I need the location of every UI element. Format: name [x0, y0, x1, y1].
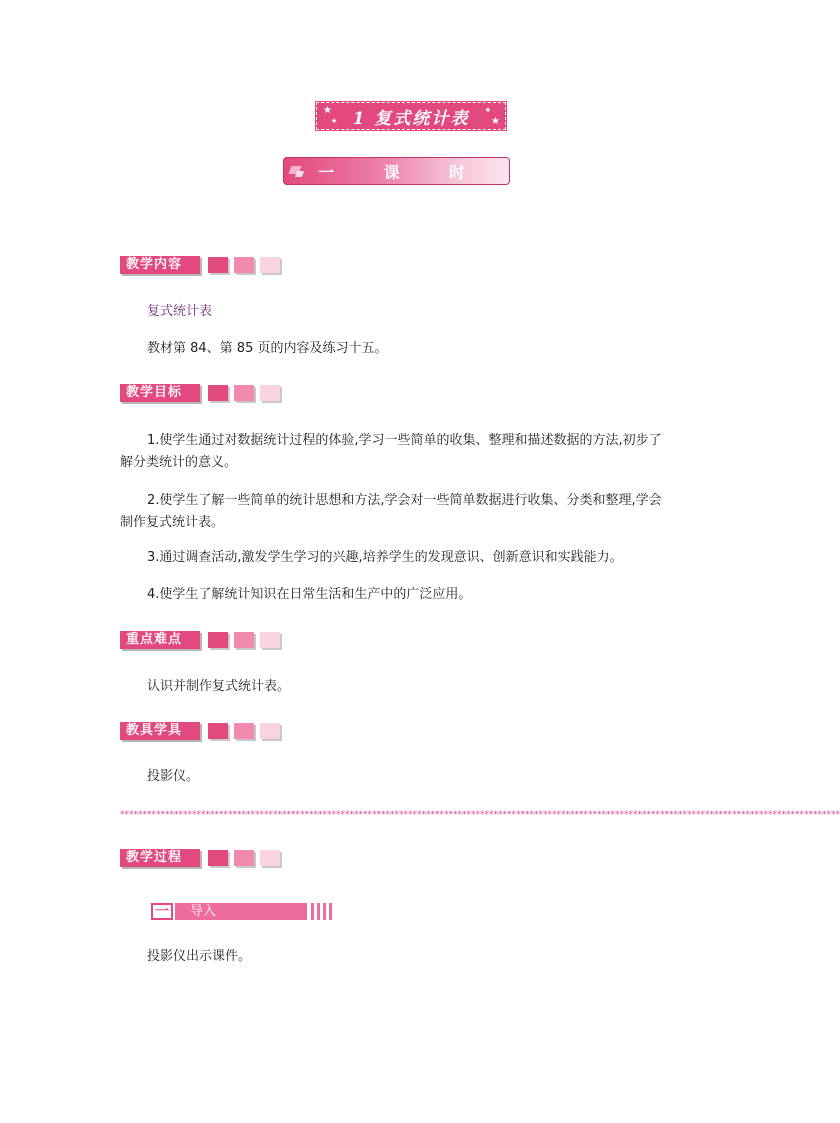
step-heading: [151, 902, 336, 922]
decor-block: [234, 850, 254, 866]
decor-block: [234, 257, 254, 273]
decor-block: [234, 723, 254, 739]
lesson-banner: [283, 157, 510, 185]
process-text: 投影仪出示课件。: [147, 949, 252, 964]
decor-block: [260, 850, 280, 866]
section-label: 教学目标: [120, 384, 200, 402]
decor-block: [234, 632, 254, 648]
decor-block: [260, 257, 280, 273]
section-heading-process: [120, 848, 280, 868]
step-number: 一: [151, 903, 173, 920]
decor-block: [208, 850, 228, 866]
tools-text: 投影仪。: [147, 769, 200, 784]
decor-stripe: [311, 903, 314, 920]
decor-block: [260, 385, 280, 401]
step-label: 导入: [175, 903, 307, 920]
section-heading-goals: [120, 383, 280, 403]
lesson-label: 一 课 时: [318, 163, 488, 182]
decor-block: [260, 723, 280, 739]
decor-block: [208, 385, 228, 401]
section-heading-tools: [120, 721, 280, 741]
star-icon: ★: [484, 106, 491, 114]
decor-block: [234, 385, 254, 401]
star-icon: ★: [331, 117, 338, 125]
key-text: 认识并制作复式统计表。: [147, 679, 291, 694]
goal-item: 3.通过调查活动,激发学生学习的兴趣,培养学生的发现意识、创新意识和实践能力。: [147, 550, 623, 565]
decor-block: [208, 257, 228, 273]
page-title: 1 复式统计表: [352, 108, 470, 129]
section-label: 教具学具: [120, 722, 200, 740]
star-icon: ★: [491, 116, 500, 127]
goal-item: 4.使学生了解统计知识在日常生活和生产中的广泛应用。: [147, 587, 472, 602]
title-banner: [316, 102, 506, 130]
goal-item: 1.使学生通过对数据统计过程的体验,学习一些简单的收集、整理和描述数据的方法,初步了解分类统计的意义。: [120, 433, 662, 470]
section-heading-content: [120, 255, 280, 275]
star-divider: ****************************************************************************************************************************************************************: [120, 810, 840, 820]
content-text: 教材第 84、第 85 页的内容及练习十五。: [147, 341, 388, 356]
section-heading-key: [120, 630, 280, 650]
decor-stripe: [323, 903, 326, 920]
decor-block: [260, 632, 280, 648]
star-icon: ★: [323, 105, 332, 116]
goal-item: 2.使学生了解一些简单的统计思想和方法,学会对一些简单数据进行收集、分类和整理,学会制作复式统计表。: [120, 493, 662, 530]
decor-block: [208, 723, 228, 739]
decor-stripe: [317, 903, 320, 920]
section-label: 重点难点: [120, 631, 200, 649]
decor-block: [208, 632, 228, 648]
decor-square: [295, 171, 304, 177]
section-label: 教学内容: [120, 256, 200, 274]
section-label: 教学过程: [120, 849, 200, 867]
decor-stripe: [329, 903, 332, 920]
content-topic: 复式统计表: [147, 304, 213, 319]
